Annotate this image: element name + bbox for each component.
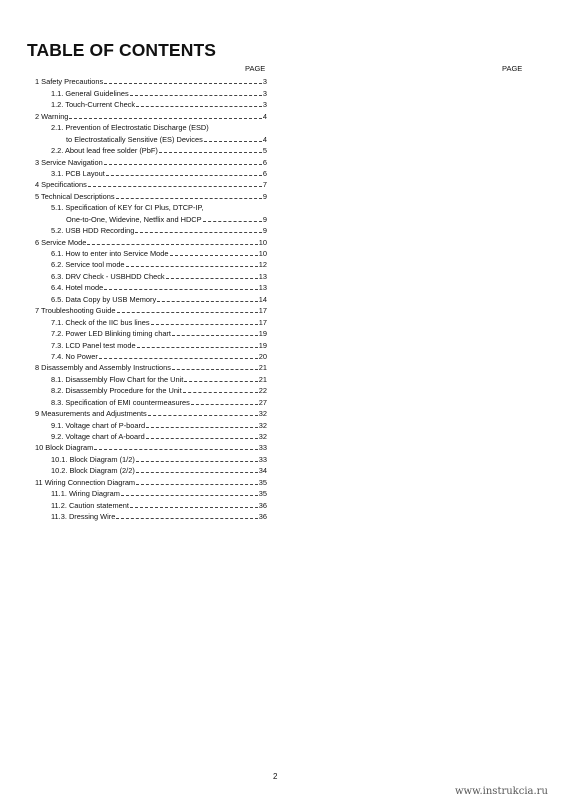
toc-entry-page: 14 xyxy=(258,294,267,304)
toc-entry-page: 10 xyxy=(258,249,267,258)
toc-entry-page: 21 xyxy=(258,374,267,384)
toc-entry[interactable] xyxy=(35,418,267,429)
toc-entry-page: 9 xyxy=(262,191,267,201)
toc-entry-title: One-to-One, Widevine, Netflix and HDCP xyxy=(66,214,202,224)
toc-entry[interactable] xyxy=(35,235,267,246)
toc-entry[interactable] xyxy=(35,395,267,406)
toc-leader-dots xyxy=(136,105,262,107)
toc-leader-dots xyxy=(104,82,262,84)
toc-entry-page: 21 xyxy=(258,363,267,373)
toc-leader-dots xyxy=(146,426,258,428)
toc-entry-page: 36 xyxy=(258,500,267,510)
page-number: 2 xyxy=(273,772,278,781)
toc-entry-title: 3 Service Navigation xyxy=(35,157,103,167)
toc-entry-page: 17 xyxy=(258,306,267,316)
toc-entry[interactable] xyxy=(35,510,267,521)
toc-entry[interactable] xyxy=(35,372,267,383)
toc-entry-page: 27 xyxy=(258,397,267,407)
toc-entry[interactable] xyxy=(35,132,267,143)
toc-entry-page: 19 xyxy=(258,329,267,339)
table-of-contents xyxy=(35,75,267,521)
toc-entry-page: 33 xyxy=(258,443,267,453)
toc-entry[interactable] xyxy=(35,178,267,189)
toc-entry-title: 11 Wiring Connection Diagram xyxy=(35,477,136,487)
toc-entry[interactable] xyxy=(35,487,267,498)
toc-leader-dots xyxy=(184,380,258,382)
toc-entry-page: 35 xyxy=(258,477,267,487)
toc-entry-page: 32 xyxy=(258,432,267,441)
toc-leader-dots xyxy=(116,197,262,199)
page-column-label-left: PAGE xyxy=(245,64,266,73)
toc-entry-page: 36 xyxy=(258,512,267,522)
toc-entry-title: 2.2. About lead free solder (PbF) xyxy=(51,146,158,156)
toc-entry-title: 11.1. Wiring Diagram xyxy=(51,489,120,499)
toc-entry[interactable] xyxy=(35,407,267,418)
toc-entry-title: 7 Troubleshooting Guide xyxy=(35,306,116,316)
toc-entry-title: 11.3. Dressing Wire xyxy=(51,512,116,522)
toc-leader-dots xyxy=(130,94,262,96)
toc-leader-dots xyxy=(116,517,257,519)
toc-entry-page: 10 xyxy=(258,237,267,247)
toc-leader-dots xyxy=(157,300,258,302)
toc-entry[interactable] xyxy=(35,464,267,475)
toc-leader-dots xyxy=(117,311,258,313)
toc-leader-dots xyxy=(136,483,258,485)
toc-entry[interactable] xyxy=(35,98,267,109)
toc-entry-title: 5.1. Specification of KEY for CI Plus, DTCP-IP, xyxy=(51,203,204,213)
toc-entry-page: 3 xyxy=(262,100,267,110)
toc-entry-title: 2 Warning xyxy=(35,111,69,121)
toc-leader-dots xyxy=(136,460,258,462)
toc-leader-dots xyxy=(159,151,262,153)
toc-leader-dots xyxy=(126,265,258,267)
toc-entry-page: 33 xyxy=(258,454,267,464)
toc-leader-dots xyxy=(151,323,258,325)
toc-leader-dots xyxy=(121,494,258,496)
toc-entry[interactable] xyxy=(35,338,267,349)
toc-entry-page: 32 xyxy=(258,409,267,419)
toc-leader-dots xyxy=(170,254,258,256)
toc-entry-title: to Electrostatically Sensitive (ES) Devices xyxy=(66,134,203,144)
toc-entry-title: 1 Safety Precautions xyxy=(35,77,104,87)
toc-leader-dots xyxy=(204,140,262,142)
toc-entry-page: 20 xyxy=(258,351,267,361)
toc-entry-title: 6.3. DRV Check - USBHDD Check xyxy=(51,271,165,281)
toc-entry-page: 35 xyxy=(258,489,267,499)
toc-leader-dots xyxy=(183,391,258,393)
toc-entry-title: 6 Service Mode xyxy=(35,237,87,247)
toc-leader-dots xyxy=(104,163,262,165)
toc-entry-title: 8.3. Specification of EMI countermeasures xyxy=(51,397,190,407)
toc-entry-title: 2.1. Prevention of Electrostatic Discharge (ESD) xyxy=(51,123,209,133)
toc-entry-title: 8.1. Disassembly Flow Chart for the Unit xyxy=(51,374,184,384)
watermark: www.instrukcia.ru xyxy=(455,786,548,797)
page-column-label-right: PAGE xyxy=(502,64,523,73)
toc-entry[interactable] xyxy=(35,304,267,315)
toc-entry[interactable] xyxy=(35,269,267,280)
toc-entry[interactable] xyxy=(35,315,267,326)
toc-entry-page: 22 xyxy=(258,386,267,396)
toc-entry-page: 9 xyxy=(262,214,267,224)
toc-entry[interactable] xyxy=(35,258,267,269)
toc-entry-title: 6.1. How to enter into Service Mode xyxy=(51,249,169,258)
toc-entry-title: 11.2. Caution statement xyxy=(51,500,129,510)
toc-entry[interactable] xyxy=(35,498,267,509)
toc-entry[interactable] xyxy=(35,75,267,86)
toc-entry[interactable] xyxy=(35,109,267,120)
toc-entry-title: 1.1. General Guidelines xyxy=(51,88,129,98)
toc-entry-page: 5 xyxy=(262,146,267,156)
toc-leader-dots xyxy=(148,414,258,416)
toc-entry-title: 4 Specifications xyxy=(35,180,87,190)
toc-entry[interactable] xyxy=(35,361,267,372)
toc-entry[interactable] xyxy=(35,247,267,258)
toc-entry-page: 9 xyxy=(262,226,267,236)
toc-entry-title: 8.2. Disassembly Procedure for the Unit xyxy=(51,386,182,396)
toc-entry-title: 10.2. Block Diagram (2/2) xyxy=(51,466,135,476)
toc-entry-title: 6.2. Service tool mode xyxy=(51,260,125,270)
toc-entry[interactable] xyxy=(35,201,267,212)
toc-entry[interactable] xyxy=(35,441,267,452)
toc-entry[interactable] xyxy=(35,167,267,178)
toc-leader-dots xyxy=(130,506,258,508)
toc-entry-title: 3.1. PCB Layout xyxy=(51,168,105,178)
toc-entry-page: 7 xyxy=(262,180,267,190)
toc-entry-title: 9.1. Voltage chart of P-board xyxy=(51,420,146,430)
toc-entry-title: 9.2. Voltage chart of A-board xyxy=(51,432,145,441)
toc-leader-dots xyxy=(135,231,261,233)
page-title: TABLE OF CONTENTS xyxy=(27,40,217,60)
toc-entry-title: 7.4. No Power xyxy=(51,351,98,361)
toc-leader-dots xyxy=(99,357,258,359)
toc-entry-title: 10 Block Diagram xyxy=(35,443,94,453)
toc-entry[interactable] xyxy=(35,86,267,97)
toc-leader-dots xyxy=(172,334,258,336)
toc-entry-page: 3 xyxy=(262,88,267,98)
toc-entry-title: 7.2. Power LED Blinking timing chart xyxy=(51,329,171,339)
toc-entry-title: 10.1. Block Diagram (1/2) xyxy=(51,454,135,464)
toc-entry[interactable] xyxy=(35,212,267,223)
toc-leader-dots xyxy=(191,403,258,405)
toc-entry-page: 6 xyxy=(262,157,267,167)
toc-entry-title: 9 Measurements and Adjustments xyxy=(35,409,147,419)
toc-entry[interactable] xyxy=(35,292,267,303)
toc-leader-dots xyxy=(137,346,258,348)
toc-entry-page: 13 xyxy=(258,283,267,293)
toc-leader-dots xyxy=(94,448,257,450)
toc-leader-dots xyxy=(172,368,258,370)
toc-entry[interactable] xyxy=(35,475,267,486)
toc-entry[interactable] xyxy=(35,452,267,463)
toc-entry[interactable] xyxy=(35,384,267,395)
toc-entry-title: 6.4. Hotel mode xyxy=(51,283,104,293)
toc-entry-page: 19 xyxy=(258,340,267,350)
toc-leader-dots xyxy=(136,471,258,473)
toc-entry-page: 3 xyxy=(262,77,267,87)
toc-entry-title: 6.5. Data Copy by USB Memory xyxy=(51,294,157,304)
toc-leader-dots xyxy=(69,117,261,119)
toc-entry-page: 12 xyxy=(258,260,267,270)
toc-entry[interactable] xyxy=(35,350,267,361)
toc-entry-title: 8 Disassembly and Assembly Instructions xyxy=(35,363,171,373)
toc-leader-dots xyxy=(146,437,258,439)
toc-entry-title: 5 Technical Descriptions xyxy=(35,191,115,201)
toc-entry-page: 17 xyxy=(258,317,267,327)
toc-leader-dots xyxy=(166,277,258,279)
toc-entry-page: 32 xyxy=(258,420,267,430)
toc-entry[interactable] xyxy=(35,430,267,441)
toc-entry[interactable] xyxy=(35,281,267,292)
toc-leader-dots xyxy=(88,185,262,187)
toc-leader-dots xyxy=(87,243,257,245)
toc-entry[interactable] xyxy=(35,327,267,338)
toc-entry-title: 1.2. Touch-Current Check xyxy=(51,100,136,110)
toc-entry-title: 7.1. Check of the IIC bus lines xyxy=(51,317,150,327)
toc-entry[interactable] xyxy=(35,121,267,132)
toc-entry[interactable] xyxy=(35,155,267,166)
toc-leader-dots xyxy=(203,220,262,222)
toc-leader-dots xyxy=(106,174,262,176)
toc-entry[interactable] xyxy=(35,144,267,155)
toc-entry-page: 4 xyxy=(262,111,267,121)
toc-entry-title: 7.3. LCD Panel test mode xyxy=(51,340,136,350)
toc-leader-dots xyxy=(104,288,258,290)
toc-entry-page: 4 xyxy=(262,134,267,144)
toc-entry-page: 6 xyxy=(262,168,267,178)
toc-entry-page: 34 xyxy=(258,466,267,476)
toc-entry-title: 5.2. USB HDD Recording xyxy=(51,226,135,236)
toc-entry-page: 13 xyxy=(258,271,267,281)
toc-entry[interactable] xyxy=(35,224,267,235)
toc-entry[interactable] xyxy=(35,189,267,200)
